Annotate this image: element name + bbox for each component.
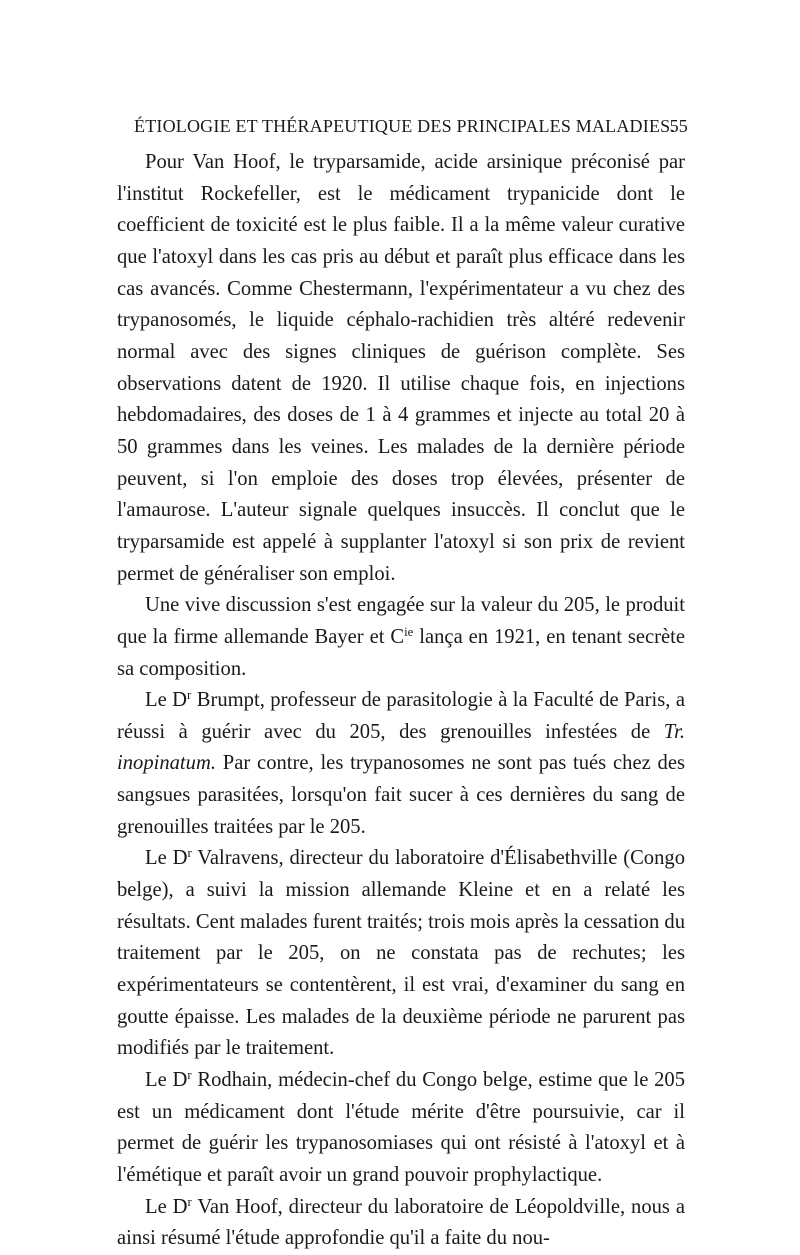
paragraph-van-hoof bbox=[117, 1192, 685, 1255]
paragraph-lead: Le D bbox=[145, 847, 188, 870]
paragraph-text: Valravens, directeur du laboratoire d'Élisabethville (Congo belge), a suivi la mission allemande Kleine et en a relaté les résultats. Cent malades furent traités; trois mois après la cessation du traitement par le 205, on ne constata pas de rechutes; les expérimentateurs se contentèrent, il est vrai, d'examiner du sang en goutte épaisse. Les malades de la deuxième période ne parurent pas modifiés par le traitement. bbox=[117, 847, 685, 1060]
superscript: r bbox=[187, 846, 192, 861]
page-number: 55 bbox=[669, 116, 688, 136]
paragraph-lead: Le D bbox=[145, 1195, 188, 1218]
paragraph-lead: Le D bbox=[145, 689, 188, 712]
paragraph-brumpt bbox=[117, 685, 685, 843]
paragraph-text: Une vive discussion s'est engagée sur la valeur du 205, le produit que la firme allemande Bayer et C bbox=[117, 594, 685, 648]
paragraph-discussion-205 bbox=[117, 590, 685, 685]
paragraph-text: lança en 1921, en tenant secrète sa composition. bbox=[117, 625, 685, 680]
superscript: ie bbox=[404, 624, 414, 639]
superscript: r bbox=[187, 688, 192, 703]
paragraph-valravens bbox=[117, 843, 685, 1065]
superscript: r bbox=[187, 1194, 192, 1209]
body-text bbox=[117, 147, 685, 1255]
paragraph-rodhain bbox=[117, 1065, 685, 1192]
paragraph-text: Rodhain, médecin-chef du Congo belge, estime que le 205 est un médicament dont l'étude mérite d'être poursuivie, car il permet de guérir les trypanosomiases qui ont résisté à l'atoxyl et à l'émétique et paraît avoir un grand pouvoir prophylactique. bbox=[117, 1069, 685, 1186]
paragraph-text: Pour Van Hoof, le tryparsamide, acide arsinique préconisé par l'institut Rockefeller, est le médicament trypanicide dont le coefficient de toxicité est le plus faible. Il a la même valeur curative que l'atoxyl dans les cas pris au début et paraît plus efficace dans les cas avancés. Comme Chestermann, l'expérimentateur a vu chez des trypanosomés, le liquide céphalo-rachidien très altéré redevenir normal avec des signes cliniques de guérison complète. Ses observations datent de 1920. Il utilise chaque fois, en injections hebdomadaires, des doses de 1 à 4 grammes et injecte au total 20 à 50 grammes dans les veines. Les malades de la dernière période peuvent, si l'on emploie des doses trop élevées, présenter de l'amaurose. L'auteur signale quelques insuccès. Il conclut que le tryparsamide est appelé à supplanter l'atoxyl si son prix de revient permet de généraliser son emploi. bbox=[117, 151, 685, 585]
paragraph-lead: Le D bbox=[145, 1069, 188, 1092]
paragraph-text: Van Hoof, directeur du laboratoire de Léopoldville, nous a ainsi résumé l'étude approfondie qu'il a faite du nou- bbox=[117, 1195, 685, 1250]
paragraph-text: Par contre, les trypanosomes ne sont pas tués chez des sangsues parasitées, lorsqu'on fait sucer à ces dernières du sang de grenouilles traitées par le 205. bbox=[117, 752, 685, 838]
paragraph-text: Brumpt, professeur de parasitologie à la Faculté de Paris, a réussi à guérir avec du 205, des grenouilles infestées de bbox=[117, 689, 685, 743]
running-title: ÉTIOLOGIE ET THÉRAPEUTIQUE DES PRINCIPALES MALADIES. bbox=[134, 116, 676, 136]
paragraph-tryparsamide bbox=[117, 147, 685, 590]
italic-species-name: Tr. inopinatum. bbox=[117, 720, 685, 775]
superscript: r bbox=[187, 1068, 192, 1083]
